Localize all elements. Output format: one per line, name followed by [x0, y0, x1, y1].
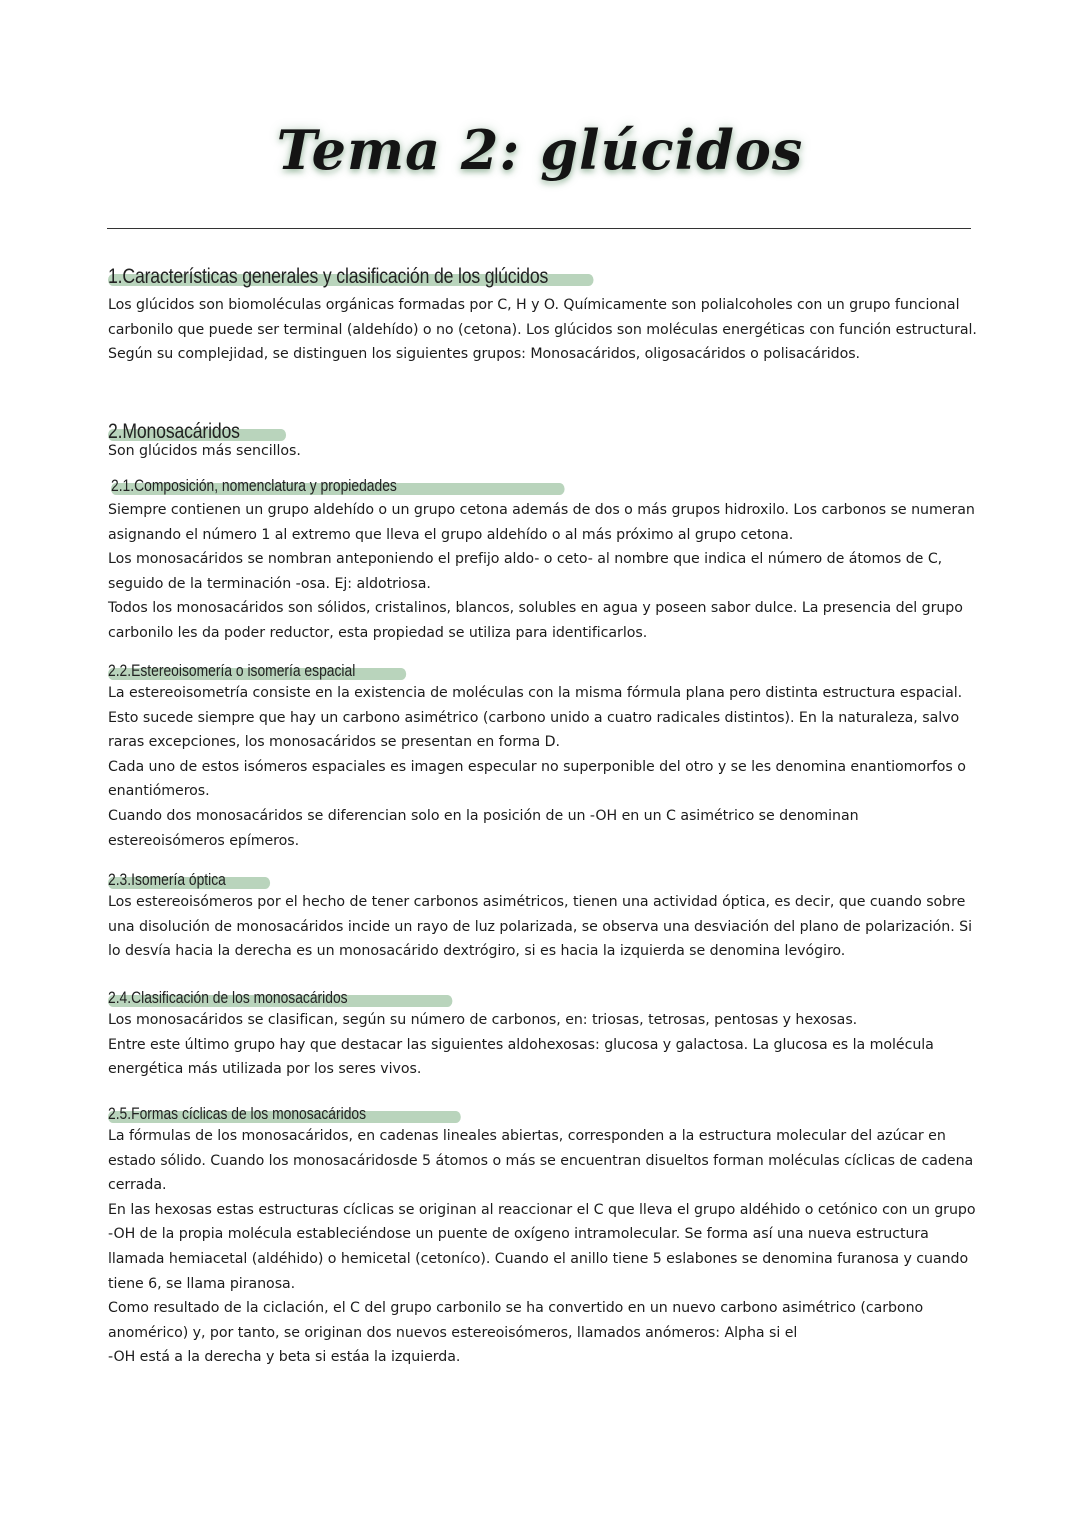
subsection-heading: [108, 662, 355, 681]
section-isomeria-optica: [108, 870, 978, 964]
paragraph: Como resultado de la ciclación, el C del grupo carbonilo se ha convertido en un nuevo carbono asimétrico (carbono anomérico) y, por tanto, se originan dos nuevos estereoisómeros, llamados anómeros: Alpha si el: [108, 1300, 924, 1341]
paragraph: Entre este último grupo hay que destacar las siguientes aldohexosas: glucosa y galactosa. La glucosa es la molécula energética más utilizada por los seres vivos.: [108, 1036, 934, 1078]
subsection-heading-text: 2.5.Formas cíclicas de los monosacáridos: [108, 1105, 367, 1123]
section-composicion: [108, 476, 978, 646]
subsection-heading: [108, 871, 226, 890]
title-divider: [107, 228, 971, 229]
section-formas-ciclicas: [108, 1104, 978, 1370]
section-heading-text: 1.Características generales y clasificación de los glúcidos: [108, 265, 549, 288]
section-heading-text: 2.Monosacáridos: [108, 420, 240, 443]
section-estereoisomeria: [108, 661, 978, 853]
section-clasificacion: [108, 988, 978, 1082]
paragraph: Cada uno de estos isómeros espaciales es imagen especular no superponible del otro y se les denomina enantiomorfos o enantiómeros.: [108, 758, 966, 800]
subsection-heading-text: 2.4.Clasificación de los monosacáridos: [108, 989, 348, 1007]
paragraph: Cuando dos monosacáridos se diferencian solo en la posición de un -OH en un C asimétrico se denominan estereoisómeros epímeros.: [108, 807, 859, 849]
subsection-heading: [108, 1105, 366, 1124]
subsection-heading-text: 2.2.Estereoisomería o isomería espacial: [108, 662, 356, 680]
paragraph: La estereoisometría consiste en la existencia de moléculas con la misma fórmula plana pero distinta estructura espacial. Esto sucede siempre que hay un carbono asimétrico (carbono unido a cuatro radicales distintos). En la naturaleza, salvo raras excepciones, los monosacáridos se presentan en forma D.: [108, 685, 963, 751]
section-monosacaridos: [108, 420, 978, 464]
paragraph: La fórmulas de los monosacáridos, en cadenas lineales abiertas, corresponden a la estructura molecular del azúcar en estado sólido. Cuando los monosacáridosde 5 átomos o más se encuentran disueltos forman moléculas cíclicas de cadena cerrada.: [108, 1128, 974, 1194]
paragraph: Los glúcidos son biomoléculas orgánicas formadas por C, H y O. Químicamente son polialcoholes con un grupo funcional carbonilo que puede ser terminal (aldehído) o no (cetona). Los glúcidos son moléculas energéticas con función estructural. Según su complejidad, se distinguen los siguientes grupos: Monosacáridos, oligosacáridos o polisacáridos.: [108, 297, 977, 363]
paragraph: Siempre contienen un grupo aldehído o un grupo cetona además de dos o más grupos hidroxilo. Los carbonos se numeran asignando el número 1 al extremo que lleva el grupo aldehído o al más próximo al grupo cetona.: [108, 502, 975, 543]
paragraph: Los estereoisómeros por el hecho de tener carbonos asimétricos, tienen una actividad óptica, es decir, que cuando sobre una disolución de monosacáridos incide un rayo de luz polarizada, se observa una desviación del plano de polarización. Si lo desvía hacia la derecha es un monosacárido dextrógiro, si es hacia la izquierda se denomina levógiro.: [108, 894, 973, 960]
page-title: Tema 2: glúcidos: [276, 118, 804, 182]
section-caracteristicas: [108, 265, 978, 367]
subsection-heading: [111, 477, 397, 496]
paragraph: Son glúcidos más sencillos.: [108, 443, 301, 459]
subsection-heading-text: 2.1.Composición, nomenclatura y propiedades: [111, 477, 397, 495]
paragraph: En las hexosas estas estructuras cíclicas se originan al reaccionar el C que lleva el grupo aldéhido o cetónico con un grupo -OH de la propia molécula estableciéndose un puente de oxígeno intramolecular. Se forma así una nueva estructura llamada hemiacetal (aldéhido) o hemicetal (cetoníco). Cuando el anillo tiene 5 eslabones se denomina furanosa y cuando tiene 6, se llama piranosa.: [108, 1201, 976, 1292]
paragraph: Todos los monosacáridos son sólidos, cristalinos, blancos, solubles en agua y poseen sabor dulce. La presencia del grupo carbonilo les da poder reductor, esta propiedad se utiliza para identificarlos.: [108, 600, 963, 641]
paragraph: Los monosacáridos se nombran anteponiendo el prefijo aldo- o ceto- al nombre que indica el número de átomos de C, seguido de la terminación -osa. Ej: aldotriosa.: [108, 551, 943, 592]
section-heading: [108, 420, 240, 444]
subsection-heading-text: 2.3.Isomería óptica: [108, 871, 226, 889]
section-heading: [108, 265, 548, 289]
paragraph: Los monosacáridos se clasifican, según su número de carbonos, en: triosas, tetrosas, pentosas y hexosas.: [108, 1012, 858, 1028]
subsection-heading: [108, 989, 348, 1008]
paragraph: -OH está a la derecha y beta si estáa la izquierda.: [108, 1349, 461, 1366]
